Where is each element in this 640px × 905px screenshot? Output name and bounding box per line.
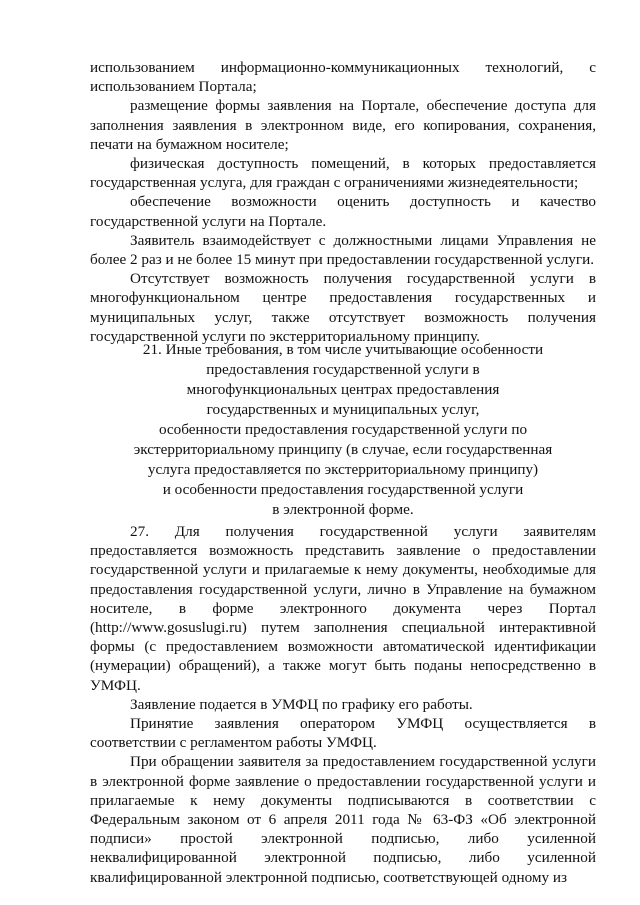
heading-line: в электронной форме. — [272, 501, 414, 518]
paragraph: Заявление подается в УМФЦ по графику его работы. — [130, 695, 473, 713]
paragraph: размещение формы заявления на Портале, обеспечение доступа для заполнения заявления в электронном виде, его копирования, сохранения, печати на бумажном носителе; — [90, 97, 596, 153]
paragraph: Принятие заявления оператором УМФЦ осуществляется в соответствии с регламентом работы УМФЦ. — [90, 715, 596, 752]
paragraph: Заявитель взаимодействует с должностными лицами Управления не более 2 раз и не более 15 минут при предоставлении государственной услуги. — [90, 231, 596, 269]
heading-line: 21. Иные требования, в том числе учитывающие особенности — [142, 341, 544, 358]
paragraph: 27. Для получения государственной услуги заявителям предоставляется возможность представить заявление о предоставлении государственной услуги и прилагаемые к нему документы, необходимые для предоставления государственной услуги, лично в Управление на бумажном носителе, в форме электронного документа через Портал (http://www.gosuslugi.ru) путем заполнения специальной интерактивной формы (с предоставлением возможности автоматической идентификации (нумерации) обращений), а также могут быть поданы непосредственно в УМФЦ. — [90, 523, 596, 694]
heading-line: услуга предоставляется по экстерриториальному принципу) — [147, 461, 539, 478]
heading-line: предоставления государственной услуги в — [206, 361, 480, 378]
heading-line: и особенности предоставления государственной услуги — [162, 481, 524, 498]
heading-line: многофункциональных центрах предоставления — [186, 381, 500, 398]
paragraph: использованием информационно-коммуникационных технологий, с использованием Портала; — [90, 59, 596, 96]
paragraph: физическая доступность помещений, в которых предоставляется государственная услуга, для граждан с ограничениями жизнедеятельности; — [90, 155, 596, 192]
section-heading — [110, 340, 576, 520]
bottom-text-block — [90, 522, 596, 887]
paragraph: При обращении заявителя за предоставлением государственной услуги в электронной форме заявление о предоставлении государственной услуги и прилагаемые к нему документы подписываются в соответствии с Федеральным законом от 6 апреля 2011 года № 63-ФЗ «Об электронной подписи» простой электронной подписью, либо усиленной неквалифицированной электронной подписью, либо усиленной квалифицированной электронной подписью, соответствующей одному из — [90, 753, 596, 886]
heading-line: экстерриториальному принципу (в случае, если государственная — [133, 441, 553, 458]
heading-line: государственных и муниципальных услуг, — [206, 401, 480, 418]
paragraph: обеспечение возможности оценить доступность и качество государственной услуги на Портале. — [90, 193, 596, 230]
top-text-block — [90, 58, 596, 346]
paragraph: Отсутствует возможность получения государственной услуги в многофункциональном центре предоставления государственных и муниципальных услуг, также отсутствует возможность получения государственной услуги по экстерриториальному принципу. — [90, 270, 596, 345]
heading-line: особенности предоставления государственной услуги по — [158, 421, 528, 438]
